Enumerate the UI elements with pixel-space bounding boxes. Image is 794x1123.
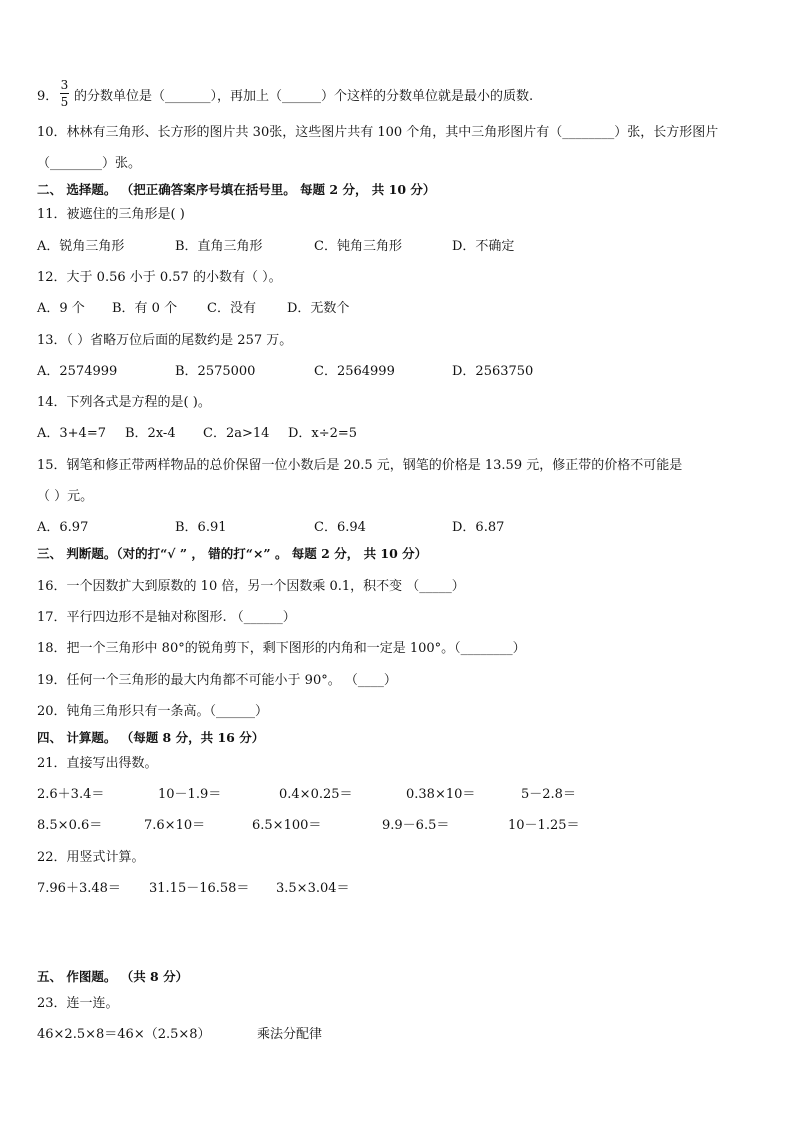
q14-option-a: A．3+4=7 [37, 426, 106, 441]
q12-option-d: D．无数个 [287, 301, 350, 316]
q9-number: 9． [37, 89, 59, 104]
q10-line1: 10．林林有三角形、长方形的图片共 30张，这些图片共有 100 个角，其中三角形图片有（________）张，长方形图片 [37, 125, 719, 140]
q11-option-a: A．锐角三角形 [37, 239, 125, 254]
q21-expr: 0.38×10＝ [406, 787, 476, 802]
q10-line2: （________）张。 [37, 156, 142, 171]
q21-expr: 7.6×10＝ [144, 818, 206, 833]
q9-fraction [60, 78, 69, 109]
q13-stem: 13．（ ）省略万位后面的尾数约是 257 万。 [37, 333, 293, 348]
q15-option-a: A．6.97 [37, 520, 89, 535]
q14-option-d: D．x÷2=5 [288, 426, 358, 441]
q12-stem: 12．大于 0.56 小于 0.57 的小数有（ ）。 [37, 270, 282, 285]
q11-option-b: B．直角三角形 [175, 239, 263, 254]
fraction-numerator: 3 [60, 78, 69, 92]
q13-option-a: A．2574999 [37, 364, 118, 379]
q22-expr: 7.96＋3.48＝ [37, 881, 121, 896]
q14-option-c: C．2a>14 [203, 426, 270, 441]
q21-expr: 8.5×0.6＝ [37, 818, 103, 833]
q21-expr: 10－1.25＝ [508, 818, 580, 833]
q16-text: 16．一个因数扩大到原数的 10 倍，另一个因数乘 0.1，积不变 （_____） [37, 579, 465, 594]
q21-expr: 10－1.9＝ [158, 787, 222, 802]
q11-option-c: C．钝角三角形 [314, 239, 402, 254]
section-heading-judgement: 三、 判断题。（对的打“√ ” ， 错的打“×” 。 每题 2 分， 共 10 分） [37, 546, 428, 561]
q19-text: 19．任何一个三角形的最大内角都不可能小于 90°。 （____） [37, 673, 397, 688]
q15-option-b: B．6.91 [175, 520, 227, 535]
q21-expr: 5－2.8＝ [521, 787, 576, 802]
q9-text: 的分数单位是（_______），再加上（______）个这样的分数单位就是最小的质数. [74, 89, 534, 104]
q21-expr: 2.6＋3.4＝ [37, 787, 105, 802]
q21-stem: 21．直接写出得数。 [37, 756, 158, 771]
q14-stem: 14．下列各式是方程的是( )。 [37, 395, 211, 410]
q20-text: 20．钝角三角形只有一条高。（______） [37, 704, 269, 719]
q11-stem: 11．被遮住的三角形是( ) [37, 207, 185, 222]
q17-text: 17．平行四边形不是轴对称图形. （______） [37, 610, 296, 625]
section-heading-calculation: 四、 计算题。 （每题 8 分，共 16 分） [37, 730, 265, 745]
q14-option-b: B．2x-4 [125, 426, 176, 441]
q12-option-a: A．9 个 [37, 301, 85, 316]
q22-expr: 31.15－16.58＝ [149, 881, 250, 896]
q15-line1: 15．钢笔和修正带两样物品的总价保留一位小数后是 20.5 元，钢笔的价格是 13.59 元，修正带的价格不可能是 [37, 458, 683, 473]
q13-option-c: C．2564999 [314, 364, 395, 379]
section-heading-drawing: 五、 作图题。 （共 8 分） [37, 969, 189, 984]
q15-line2: （ ）元。 [37, 489, 94, 504]
q11-option-d: D．不确定 [452, 239, 515, 254]
q12-option-c: C．没有 [207, 301, 256, 316]
q23-stem: 23．连一连。 [37, 996, 119, 1011]
q12-option-b: B．有 0 个 [112, 301, 178, 316]
q22-stem: 22．用竖式计算。 [37, 850, 145, 865]
q13-option-d: D．2563750 [452, 364, 534, 379]
q22-expr: 3.5×3.04＝ [276, 881, 350, 896]
q13-option-b: B．2575000 [175, 364, 256, 379]
section-heading-choice: 二、 选择题。 （把正确答案序号填在括号里。 每题 2 分， 共 10 分） [37, 182, 436, 197]
q23-left-item: 46×2.5×8＝46×（2.5×8） [37, 1027, 211, 1042]
q15-option-d: D．6.87 [452, 520, 505, 535]
q15-option-c: C．6.94 [314, 520, 366, 535]
q18-text: 18．把一个三角形中 80°的锐角剪下，剩下图形的内角和一定是 100°。（________） [37, 641, 526, 656]
fraction-bar [60, 93, 69, 94]
q21-expr: 9.9－6.5＝ [382, 818, 450, 833]
q21-expr: 6.5×100＝ [252, 818, 322, 833]
q23-right-item: 乘法分配律 [257, 1027, 323, 1042]
q21-expr: 0.4×0.25＝ [279, 787, 353, 802]
fraction-denominator: 5 [60, 95, 69, 109]
